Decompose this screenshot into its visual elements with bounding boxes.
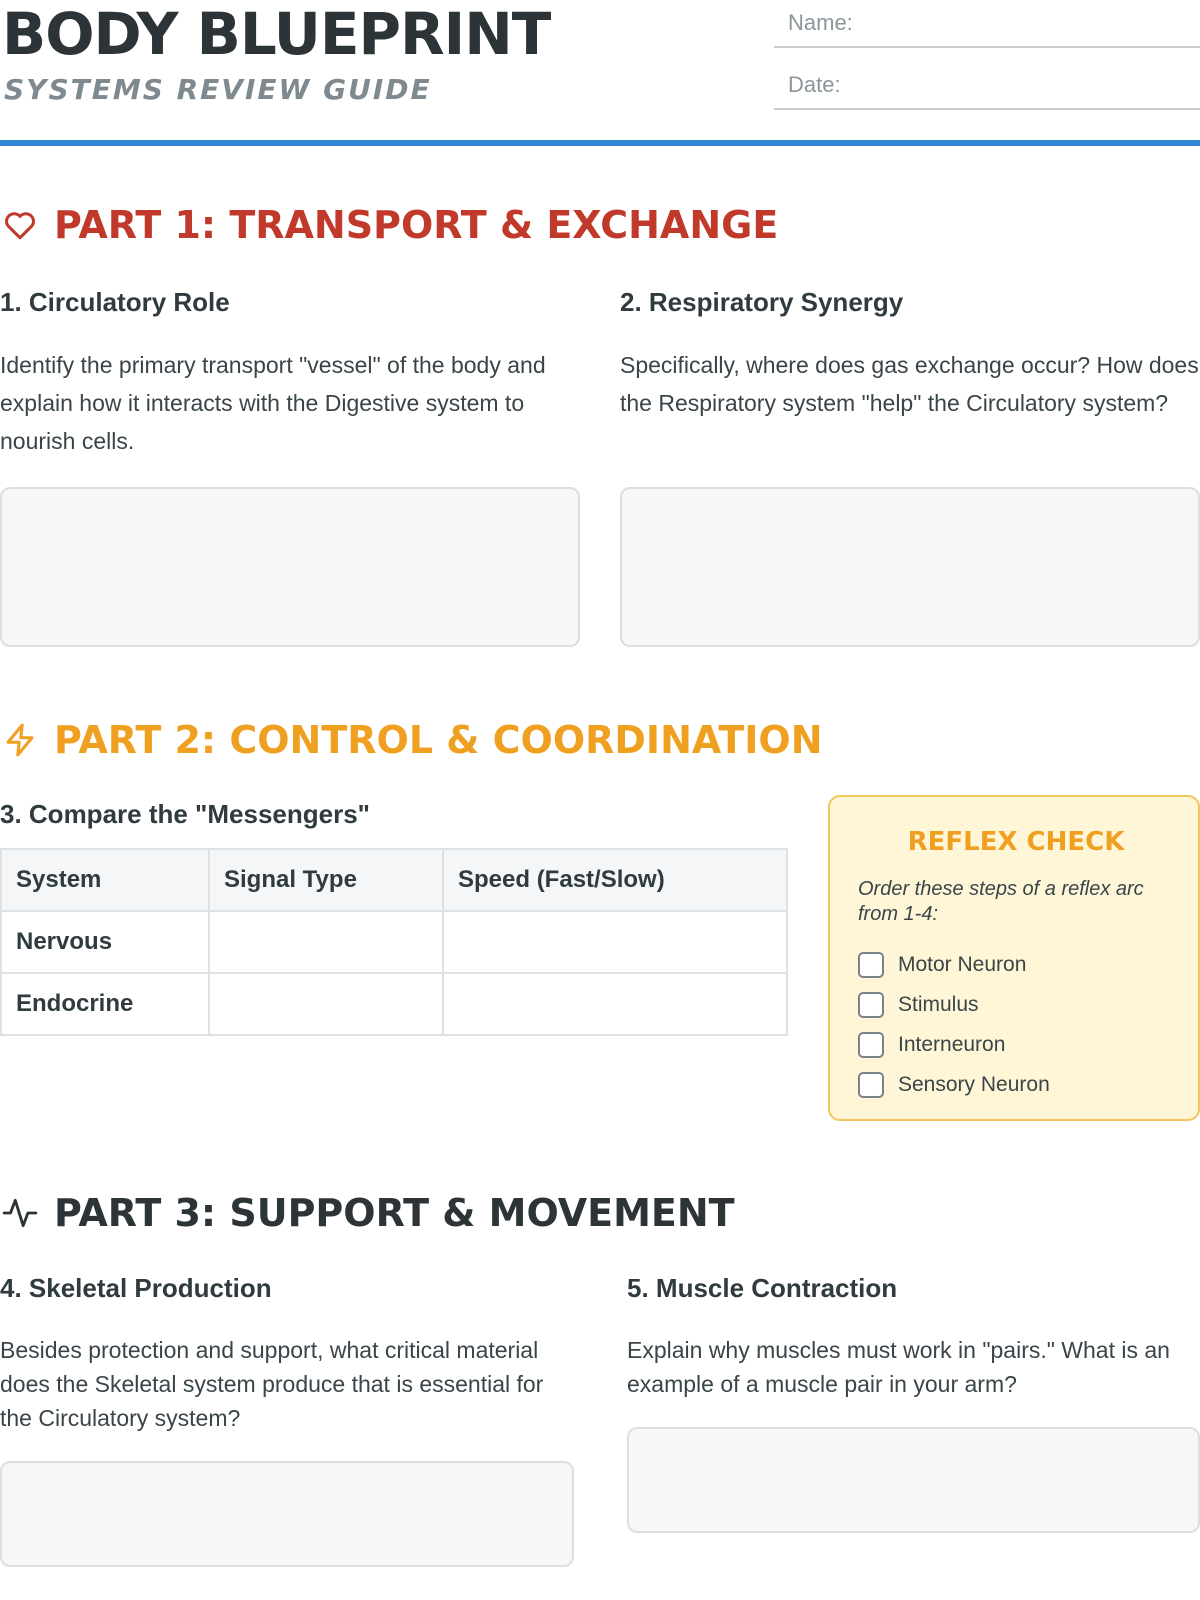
part3-heading (0, 1191, 735, 1235)
reflex-item-label: Motor Neuron (898, 953, 1027, 976)
q5-text: Explain why muscles must work in "pairs." What is an example of a muscle pair in your arm? (627, 1337, 1170, 1397)
table-cell-speed[interactable] (443, 973, 787, 1035)
table-cell-system: Nervous (1, 911, 209, 973)
pulse-icon (0, 1193, 40, 1233)
q2-text: Specifically, where does gas exchange occur? How does the Respiratory system "help" the Circulatory system? (620, 352, 1199, 416)
reflex-item-label: Stimulus (898, 993, 979, 1016)
table-cell-signal[interactable] (209, 973, 443, 1035)
q1-title: 1. Circulatory Role (0, 287, 230, 317)
reflex-title: REFLEX CHECK (907, 827, 1125, 857)
list-item (858, 1065, 1050, 1105)
part2-title: PART 2: CONTROL & COORDINATION (54, 718, 823, 762)
reflex-item-label: Interneuron (898, 1033, 1006, 1056)
name-label: Name: (788, 10, 853, 35)
messengers-table (0, 848, 788, 1036)
q5-answer-box[interactable] (627, 1427, 1200, 1533)
list-item (858, 945, 1050, 985)
date-field[interactable] (774, 62, 1200, 110)
page-subtitle: SYSTEMS REVIEW GUIDE (4, 73, 432, 106)
table-cell-signal[interactable] (209, 911, 443, 973)
part1-heading (0, 203, 778, 247)
part1-title: PART 1: TRANSPORT & EXCHANGE (54, 203, 779, 247)
table-header-row (1, 849, 787, 911)
part2-heading (0, 718, 823, 762)
column-header: System (1, 849, 209, 911)
q1-answer-box[interactable] (0, 487, 580, 647)
part3-title: PART 3: SUPPORT & MOVEMENT (54, 1191, 735, 1235)
checkbox[interactable] (858, 952, 884, 978)
reflex-check-box (828, 795, 1200, 1121)
reflex-list (858, 945, 1050, 1105)
name-field[interactable] (774, 0, 1200, 48)
table-row (1, 911, 787, 973)
q4-answer-box[interactable] (0, 1461, 574, 1567)
list-item (858, 1025, 1050, 1065)
q3-title: 3. Compare the "Messengers" (0, 799, 371, 829)
q1-text: Identify the primary transport "vessel" of the body and explain how it interacts with the Digestive system to nourish cells. (0, 352, 546, 454)
q5-title: 5. Muscle Contraction (627, 1273, 898, 1303)
table-cell-speed[interactable] (443, 911, 787, 973)
date-label: Date: (788, 72, 841, 97)
table-cell-system: Endocrine (1, 973, 209, 1035)
list-item (858, 985, 1050, 1025)
reflex-instruction: Order these steps of a reflex arc from 1-4: (858, 878, 1144, 925)
q2-answer-box[interactable] (620, 487, 1200, 647)
q4-title: 4. Skeletal Production (0, 1273, 272, 1303)
column-header: Speed (Fast/Slow) (443, 849, 787, 911)
page-title: BODY BLUEPRINT (2, 0, 551, 68)
checkbox[interactable] (858, 1032, 884, 1058)
table-row (1, 973, 787, 1035)
q2-title: 2. Respiratory Synergy (620, 287, 904, 317)
reflex-item-label: Sensory Neuron (898, 1073, 1050, 1096)
checkbox[interactable] (858, 1072, 884, 1098)
column-header: Signal Type (209, 849, 443, 911)
heart-icon (0, 205, 40, 245)
header-divider (0, 140, 1200, 146)
lightning-icon (0, 720, 40, 760)
q4-text: Besides protection and support, what critical material does the Skeletal system produce that is essential for the Circulatory system? (0, 1337, 544, 1431)
checkbox[interactable] (858, 992, 884, 1018)
